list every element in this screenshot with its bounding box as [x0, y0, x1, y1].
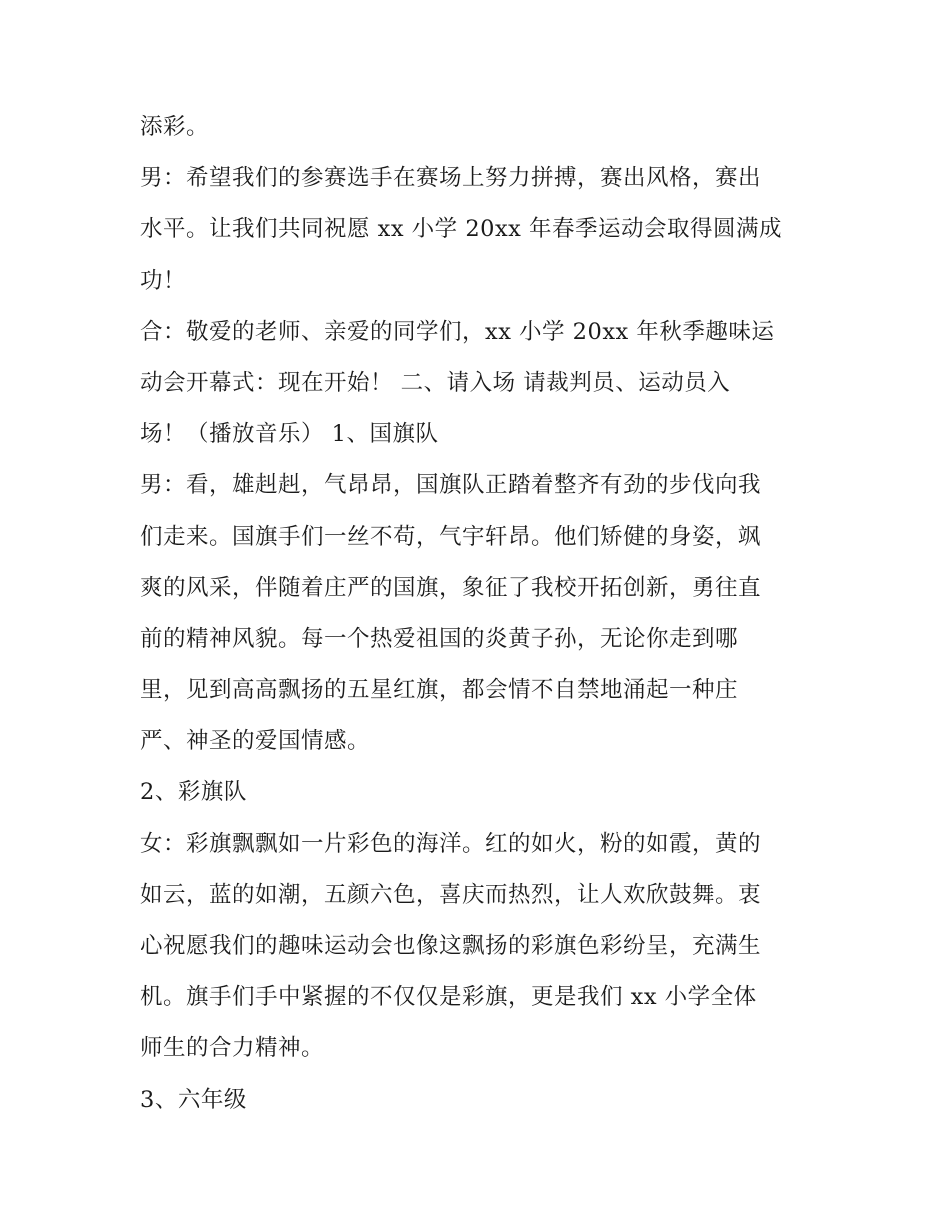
- text-line-11: 前的精神风貌。每一个热爱祖国的炎黄子孙，无论你走到哪: [140, 625, 739, 652]
- text-line-3: 水平。让我们共同祝愿 xx 小学 20xx 年春季运动会取得圆满成: [140, 216, 782, 243]
- document-body: [140, 108, 820, 1119]
- text-line-10: 爽的风采，伴随着庄严的国旗，象征了我校开拓创新，勇往直: [140, 574, 762, 601]
- text-line-1: 添彩。: [140, 114, 210, 140]
- text-line-18: 机。旗手们手中紧握的不仅仅是彩旗，更是我们 xx 小学全体: [140, 984, 757, 1011]
- text-line-9: 们走来。国旗手们一丝不苟，气宇轩昂。他们矫健的身姿，飒: [140, 523, 762, 550]
- text-line-17: 心祝愿我们的趣味运动会也像这飘扬的彩旗色彩纷呈，充满生: [140, 933, 762, 959]
- section-heading-3: 3、六年级: [140, 1086, 247, 1113]
- text-line-16: 如云，蓝的如潮，五颜六色，喜庆而热烈，让人欢欣鼓舞。衷: [140, 881, 762, 908]
- text-line-8: 男：看，雄赳赳，气昂昂，国旗队正踏着整齐有劲的步伐向我: [140, 472, 762, 499]
- text-line-13: 严、神圣的爱国情感。: [140, 728, 371, 755]
- text-line-5: 合：敬爱的老师、亲爱的同学们，xx 小学 20xx 年秋季趣味运: [140, 318, 775, 345]
- text-line-15: 女：彩旗飘飘如一片彩色的海洋。红的如火，粉的如霞，黄的: [140, 830, 762, 857]
- text-line-12: 里，见到高高飘扬的五星红旗，都会情不自禁地涌起一种庄: [140, 677, 739, 704]
- text-line-6: 动会开幕式：现在开始！ 二、请入场 请裁判员、运动员入: [140, 369, 731, 396]
- section-heading-2: 2、彩旗队: [140, 779, 247, 806]
- text-line-4: 功！: [140, 267, 187, 294]
- text-line-2: 男：希望我们的参赛选手在赛场上努力拼搏，赛出风格，赛出: [140, 165, 762, 192]
- text-line-19: 师生的合力精神。: [140, 1035, 325, 1062]
- text-line-7: 场！（播放音乐） 1、国旗队: [140, 421, 439, 448]
